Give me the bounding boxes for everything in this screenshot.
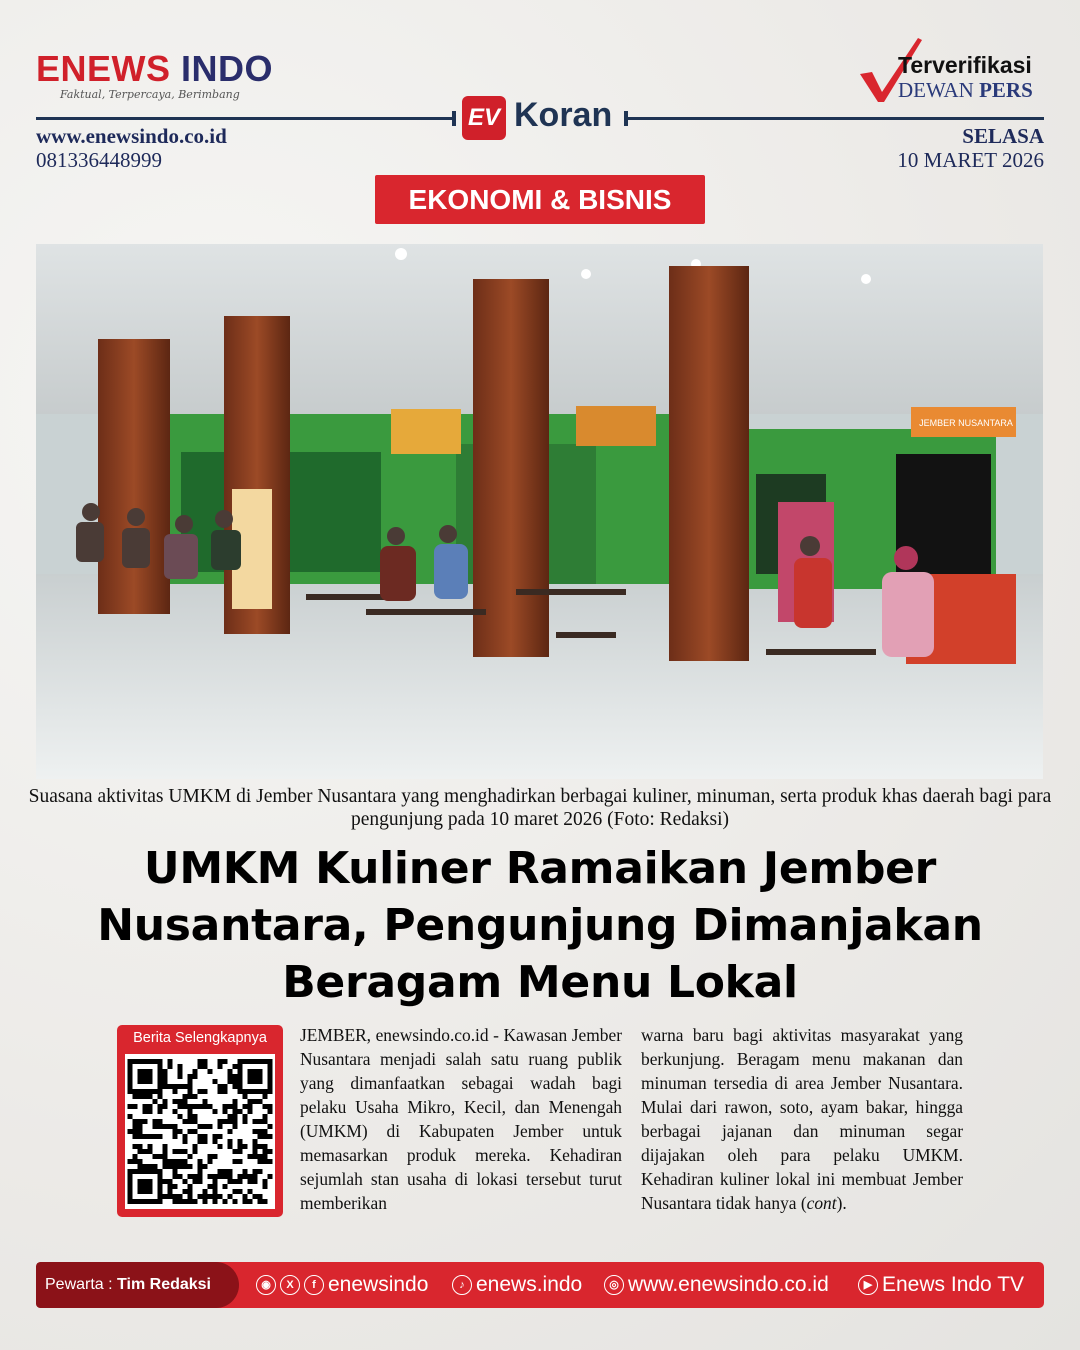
publication-day: SELASA <box>962 124 1044 148</box>
footer-website-text[interactable]: www.enewsindo.co.id <box>628 1273 829 1296</box>
youtube-icon: ▶ <box>858 1275 878 1295</box>
reporter-name: Tim Redaksi <box>117 1276 211 1293</box>
tiktok-icon: ♪ <box>452 1275 472 1295</box>
article-photo-illustration <box>36 244 1043 779</box>
x-icon[interactable]: X <box>280 1275 300 1295</box>
article-photo <box>36 244 1043 779</box>
brand-logo-part2: INDO <box>181 48 274 89</box>
footer-social-links[interactable] <box>256 1262 428 1308</box>
article-body-column-2-end: ). <box>836 1193 847 1213</box>
social-handle[interactable]: enewsindo <box>328 1273 429 1296</box>
instagram-icon[interactable]: ◉ <box>256 1275 276 1295</box>
edition-label: Koran <box>514 96 613 134</box>
youtube-channel[interactable]: Enews Indo TV <box>882 1273 1025 1296</box>
photo-sign-text: JEMBER NUSANTARA <box>919 418 1013 428</box>
header-divider-cap <box>452 111 456 126</box>
qr-code-icon <box>125 1054 275 1209</box>
edition-logo-icon: EV <box>462 96 506 140</box>
article-headline: UMKM Kuliner Ramaikan Jember Nusantara, Pengunjung Dimanjakan Beragam Menu Lokal <box>97 843 983 1008</box>
continued-marker: cont <box>806 1193 837 1213</box>
brand-tagline: Faktual, Terpercaya, Berimbang <box>60 88 240 101</box>
article-body-column-1: JEMBER, enewsindo.co.id - Kawasan Jember Nusantara menjadi salah satu ruang publik yang dimanfaatkan sebagai wadah bagi pelaku Usaha Mikro, Kecil, dan Menengah (UMKM) di Kabupaten Jember untuk memasarkan produk mereka. Kehadiran sejumlah stan usaha di lokasi tersebut turut memberikan <box>300 1025 622 1213</box>
verified-authority-part2: PERS <box>979 78 1033 102</box>
brand-logo <box>36 48 273 90</box>
verified-authority <box>898 78 1033 103</box>
publication-date: 10 MARET 2026 <box>897 148 1044 172</box>
reporter-label: Pewarta : <box>45 1276 118 1293</box>
footer-youtube[interactable] <box>858 1262 1024 1308</box>
photo-caption: Suasana aktivitas UMKM di Jember Nusantara yang menghadirkan berbagai kuliner, minuman, serta produk khas daerah bagi para pengunjung pada 10 maret 2026 (Foto: Redaksi) <box>28 786 1052 830</box>
header-website[interactable]: www.enewsindo.co.id <box>36 124 227 148</box>
header-divider-cap <box>624 111 628 126</box>
tiktok-handle[interactable]: enews.indo <box>476 1273 583 1296</box>
header-phone: 081336448999 <box>36 148 162 172</box>
verified-label: Terverifikasi <box>898 52 1032 78</box>
qr-code[interactable] <box>125 1054 275 1209</box>
brand-logo-part1: ENEWS <box>36 48 171 89</box>
verified-authority-part1: DEWAN <box>898 78 974 102</box>
footer-tiktok[interactable] <box>452 1262 582 1308</box>
globe-icon: ◎ <box>604 1275 624 1295</box>
section-label: EKONOMI & BISNIS <box>375 175 705 224</box>
header-divider-right <box>628 117 1044 120</box>
article-body-column-2-text: warna baru bagi aktivitas masyarakat yang berkunjung. Beragam menu makanan dan minuman tersedia di area Jember Nusantara. Mulai dari rawon, soto, ayam bakar, hingga berbagai jajanan dan minuman segar dijajakan oleh para pelaku UMKM. Kehadiran kuliner lokal ini membuat Jember Nusantara tidak hanya ( <box>641 1025 963 1213</box>
footer-reporter <box>45 1262 211 1308</box>
article-body-column-2 <box>641 1023 963 1215</box>
footer-website[interactable] <box>604 1262 829 1308</box>
qr-title: Berita Selengkapnya <box>133 1030 267 1046</box>
header-divider-left <box>36 117 452 120</box>
facebook-icon[interactable]: f <box>304 1275 324 1295</box>
